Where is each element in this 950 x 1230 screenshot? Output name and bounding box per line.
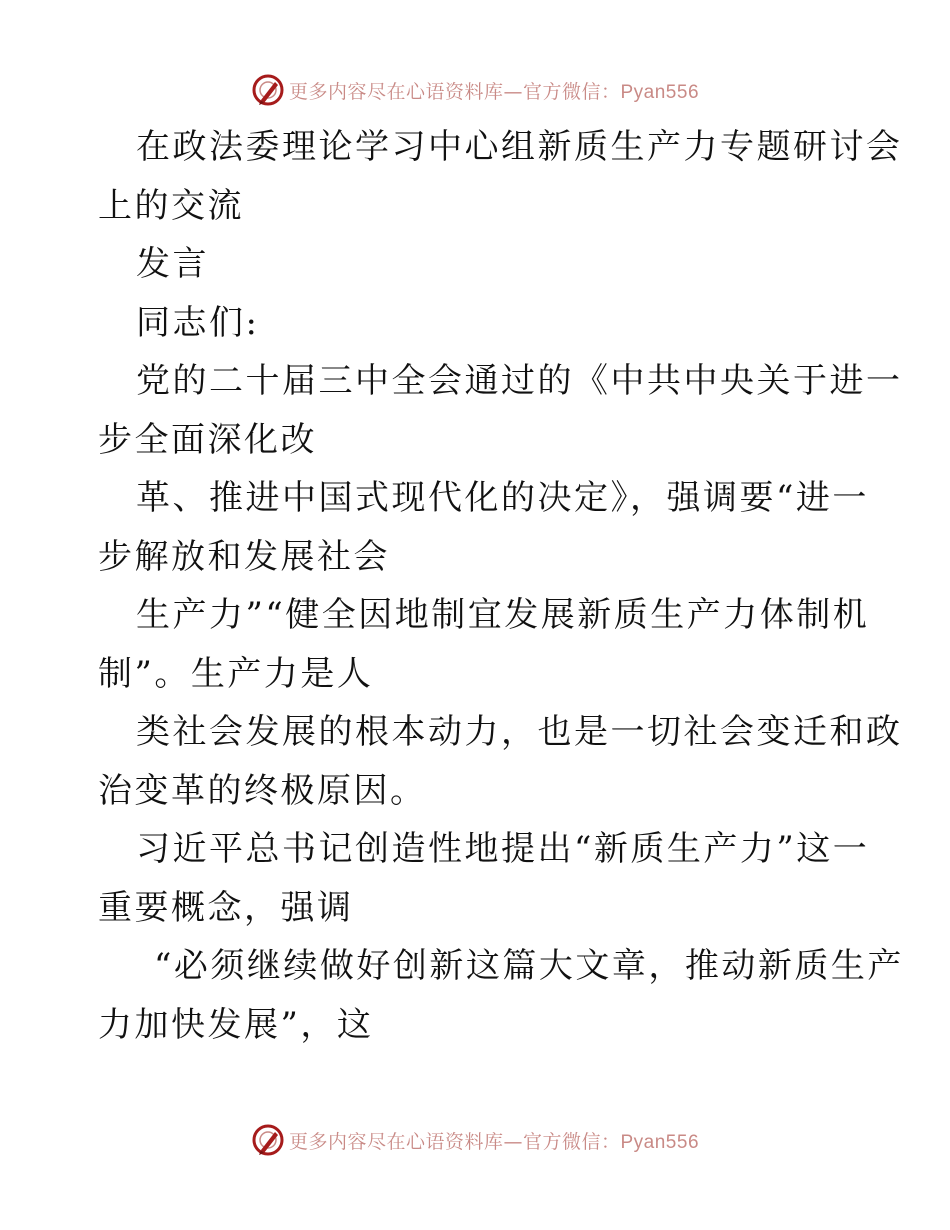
text-line: 生产力”“健全因地制宜发展新质生产力体制机 (136, 595, 870, 635)
watermark-wechat-id: Pyan556 (620, 1131, 700, 1153)
watermark-brand: 更多内容尽在心语资料库 (288, 1130, 504, 1153)
text-line: 同志们: (136, 302, 260, 343)
text-line: 类社会发展的根本动力，也是一切社会变迁和政 (136, 712, 903, 752)
watermark-separator: — (503, 1130, 523, 1153)
footer-watermark (0, 1120, 950, 1160)
document-body (98, 118, 904, 1054)
watermark-wechat-label: 官方微信： (522, 80, 621, 103)
watermark-text (289, 77, 699, 104)
text-line: 党的二十届三中全会通过的《中共中央关于进一 (136, 361, 903, 401)
text-line: 步解放和发展社会 (98, 536, 390, 577)
watermark-wechat-label: 官方微信： (522, 1130, 621, 1153)
watermark-text (289, 1127, 699, 1154)
text-line: 治变革的终极原因。 (98, 770, 427, 811)
text-line: 重要概念，强调 (98, 887, 354, 928)
text-line: 制”。生产力是人 (98, 653, 374, 694)
text-line: 力加快发展”，这 (98, 1004, 374, 1045)
header-watermark (0, 70, 950, 110)
text-line: 发言 (136, 244, 209, 284)
watermark-separator: — (503, 80, 523, 103)
text-line: 习近平总书记创造性地提出“新质生产力”这一 (136, 829, 870, 869)
watermark-wechat-id: Pyan556 (620, 81, 700, 103)
watermark-brand: 更多内容尽在心语资料库 (288, 80, 504, 103)
text-line: 步全面深化改 (98, 419, 317, 460)
ink-pen-logo-icon (251, 73, 285, 107)
ink-pen-logo-icon (251, 1123, 285, 1157)
text-line: 上的交流 (98, 185, 244, 226)
text-line: 革、推进中国式现代化的决定》，强调要“进一 (136, 478, 869, 518)
text-line: “必须继续做好创新这篇大文章，推动新质生产 (154, 946, 904, 986)
text-line: 在政法委理论学习中心组新质生产力专题研讨会 (136, 127, 903, 167)
